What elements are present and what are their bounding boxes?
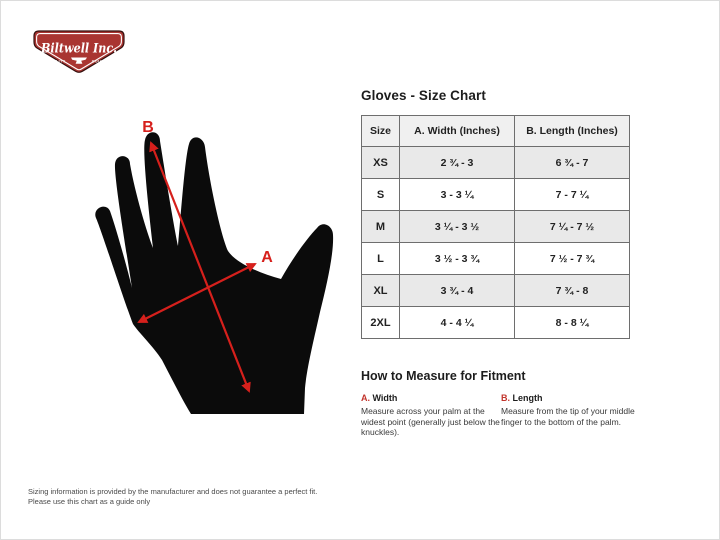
disclaimer [28, 487, 317, 506]
measure-label-width: Width [372, 393, 398, 403]
size-chart-title: Gloves - Size Chart [361, 88, 486, 103]
length-value: 7 - 7 ¼ [515, 179, 630, 211]
measure-key-b: B. [501, 393, 510, 403]
table-header-row [362, 116, 630, 147]
col-header-width: A. Width (Inches) [400, 116, 515, 147]
width-value: 3 - 3 ¼ [400, 179, 515, 211]
hand-measurement-diagram [31, 101, 351, 481]
measure-label-length: Length [512, 393, 543, 403]
width-value: 2 ¾ - 3 [400, 147, 515, 179]
table-row [362, 275, 630, 307]
biltwell-logo [33, 30, 125, 74]
width-value: 3 ¼ - 3 ½ [400, 211, 515, 243]
label-a: A [261, 249, 273, 266]
length-value: 7 ¾ - 8 [515, 275, 630, 307]
disclaimer-line-1: Sizing information is provided by the manufacturer and does not guarantee a perfect fit. [28, 487, 318, 496]
measure-item-heading [501, 393, 651, 403]
measure-key-a: A. [361, 393, 370, 403]
logo-brand-text: Biltwell Inc. [40, 41, 118, 57]
table-row [362, 211, 630, 243]
size-value: XS [362, 147, 400, 179]
width-value: 3 ½ - 3 ¾ [400, 243, 515, 275]
size-value: XL [362, 275, 400, 307]
hand-silhouette [95, 132, 333, 414]
length-value: 7 ½ - 7 ¾ [515, 243, 630, 275]
measure-instructions-length: Measure from the tip of your middle finger to the bottom of the palm. [501, 406, 635, 427]
disclaimer-line-2: Please use this chart as a guide only [28, 496, 151, 506]
size-value: S [362, 179, 400, 211]
size-chart-table [361, 115, 630, 339]
measure-item-width [361, 393, 501, 438]
measure-section-title: How to Measure for Fitment [361, 369, 526, 383]
length-value: 7 ¼ - 7 ½ [515, 211, 630, 243]
logo-tagline-counts: COUNTS” [91, 59, 113, 64]
measure-instructions-width: Measure across your palm at the widest point (generally just below the knuckles). [361, 406, 500, 437]
size-value: L [362, 243, 400, 275]
col-header-length: B. Length (Inches) [515, 116, 630, 147]
label-b: B [142, 119, 154, 136]
col-header-size: Size [362, 116, 400, 147]
size-value: M [362, 211, 400, 243]
measure-item-heading [361, 393, 501, 403]
size-value: 2XL [362, 307, 400, 339]
measure-item-length [501, 393, 651, 427]
width-value: 3 ¾ - 4 [400, 275, 515, 307]
table-row [362, 147, 630, 179]
logo-tagline-quality: “QUALITY [44, 59, 66, 64]
width-value: 4 - 4 ¼ [400, 307, 515, 339]
length-value: 6 ¾ - 7 [515, 147, 630, 179]
table-row [362, 243, 630, 275]
table-row [362, 307, 630, 339]
table-row [362, 179, 630, 211]
length-value: 8 - 8 ¼ [515, 307, 630, 339]
